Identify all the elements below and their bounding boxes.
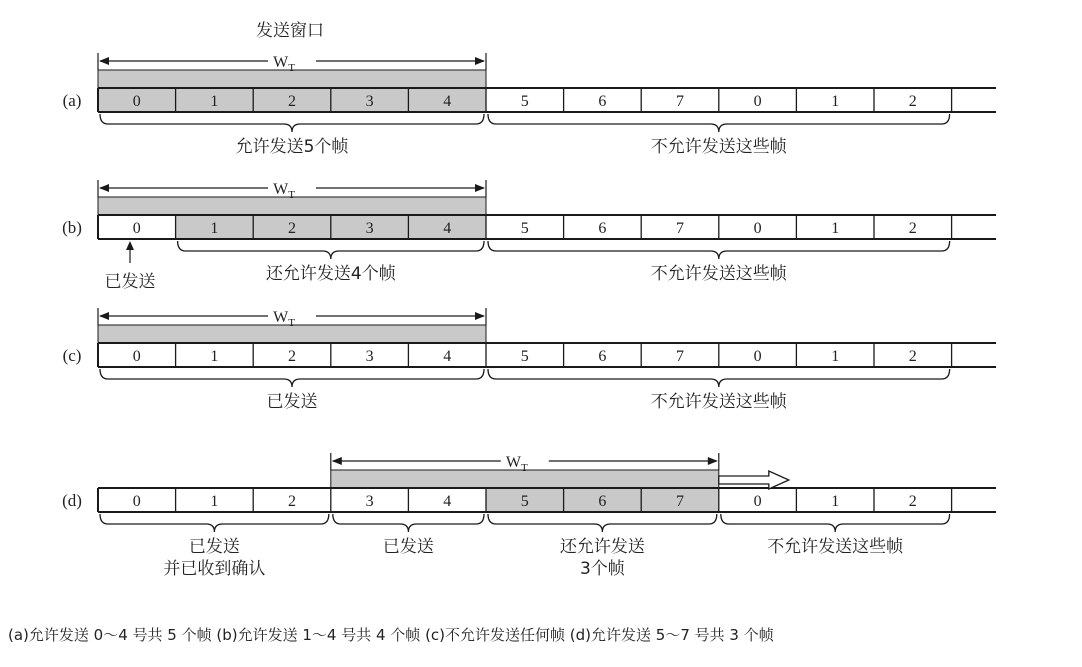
brace	[100, 114, 484, 132]
row-label: (b)	[62, 218, 82, 237]
brace	[721, 514, 950, 532]
frame-number: 2	[288, 493, 296, 510]
row-label: (c)	[62, 346, 82, 365]
frame-number: 1	[831, 93, 840, 110]
row-2	[63, 308, 996, 412]
rows-layer	[62, 53, 996, 579]
brace	[488, 241, 950, 259]
frame-number: 6	[598, 220, 607, 237]
wt-arrowhead-left	[99, 312, 109, 320]
brace-label: 不允许发送这些帧	[650, 137, 787, 157]
brace	[100, 514, 329, 532]
pointer-arrowhead	[126, 241, 134, 250]
wt-arrowhead-right	[475, 57, 485, 65]
send-window-title: 发送窗口	[256, 21, 324, 41]
frame-number: 0	[753, 220, 762, 237]
brace	[178, 241, 484, 259]
wt-arrowhead-right	[475, 312, 485, 320]
frame-number: 3	[365, 93, 374, 110]
frame-number: 1	[831, 220, 840, 237]
brace-label: 不允许发送这些帧	[767, 537, 904, 557]
brace	[488, 369, 950, 387]
brace	[488, 114, 950, 132]
row-label: (a)	[62, 91, 82, 110]
frame-number: 0	[753, 93, 762, 110]
window-symbol: W	[273, 181, 289, 198]
frame-number: 5	[520, 220, 529, 237]
frame-number: 4	[443, 348, 452, 365]
window-slide-arrow	[719, 471, 789, 489]
brace	[100, 369, 484, 387]
frame-number: 5	[520, 493, 529, 510]
wt-arrowhead-left	[99, 184, 109, 192]
row-0	[63, 53, 996, 157]
wt-arrowhead-left	[332, 457, 342, 465]
frame-number: 4	[443, 93, 452, 110]
window-symbol: W	[273, 54, 289, 71]
window-subscript: T	[520, 462, 528, 474]
brace-label: 已发送	[382, 537, 434, 557]
brace-label: 已发送	[266, 392, 318, 412]
frame-number: 7	[676, 93, 684, 110]
window-subscript: T	[288, 189, 295, 201]
window-subscript: T	[288, 62, 295, 74]
brace-label: 还允许发送4个帧	[265, 264, 396, 284]
frame-number: 2	[288, 93, 296, 110]
frame-number: 3	[365, 493, 374, 510]
frame-number: 2	[908, 220, 917, 237]
frame-number: 0	[132, 93, 141, 110]
frame-number: 0	[132, 493, 141, 510]
window-subscript: T	[288, 317, 295, 329]
wt-arrowhead-left	[99, 57, 109, 65]
brace-label: 不允许发送这些帧	[650, 392, 787, 412]
frame-number: 2	[908, 93, 917, 110]
brace	[488, 514, 717, 532]
frame-number: 3	[365, 348, 374, 365]
frame-number: 0	[132, 220, 141, 237]
wt-arrowhead-right	[708, 457, 718, 465]
frame-number: 4	[443, 220, 452, 237]
frame-number: 6	[598, 493, 607, 510]
row-label: (d)	[62, 491, 82, 510]
frame-number: 2	[908, 493, 917, 510]
wt-arrowhead-right	[475, 184, 485, 192]
frame-number: 1	[831, 348, 840, 365]
frame-number: 1	[831, 493, 840, 510]
frame-number: 1	[210, 348, 219, 365]
frame-number: 0	[753, 348, 762, 365]
brace	[333, 514, 484, 532]
frame-number: 3	[365, 220, 374, 237]
figure-caption: (a)允许发送 0～4 号共 5 个帧 (b)允许发送 1～4 号共 4 个帧 (c)不允许发送任何帧 (d)允许发送 5～7 号共 3 个帧	[8, 626, 774, 644]
frame-number: 1	[210, 220, 219, 237]
row-1	[62, 180, 996, 292]
brace-label: 并已收到确认	[163, 559, 266, 579]
frame-number: 1	[210, 93, 219, 110]
frame-number: 7	[676, 220, 684, 237]
frame-number: 6	[598, 348, 607, 365]
frame-number: 2	[908, 348, 917, 365]
row-3	[62, 453, 996, 579]
brace-label: 还允许发送	[559, 537, 645, 557]
frame-number: 0	[753, 493, 762, 510]
frame-number: 1	[210, 493, 219, 510]
frame-number: 7	[676, 348, 684, 365]
frame-number: 2	[288, 220, 296, 237]
brace-label: 允许发送5个帧	[235, 137, 349, 157]
frame-number: 0	[132, 348, 141, 365]
brace-label: 已发送	[188, 537, 240, 557]
window-symbol: W	[505, 454, 521, 471]
frame-number: 7	[676, 493, 684, 510]
frame-number: 5	[520, 348, 529, 365]
brace-label: 不允许发送这些帧	[650, 264, 787, 284]
brace-label: 3个帧	[579, 559, 625, 579]
frame-number: 2	[288, 348, 296, 365]
frame-number: 6	[598, 93, 607, 110]
pointer-note: 已发送	[104, 272, 156, 292]
frame-number: 4	[443, 493, 452, 510]
frame-number: 5	[520, 93, 529, 110]
window-symbol: W	[273, 309, 289, 326]
